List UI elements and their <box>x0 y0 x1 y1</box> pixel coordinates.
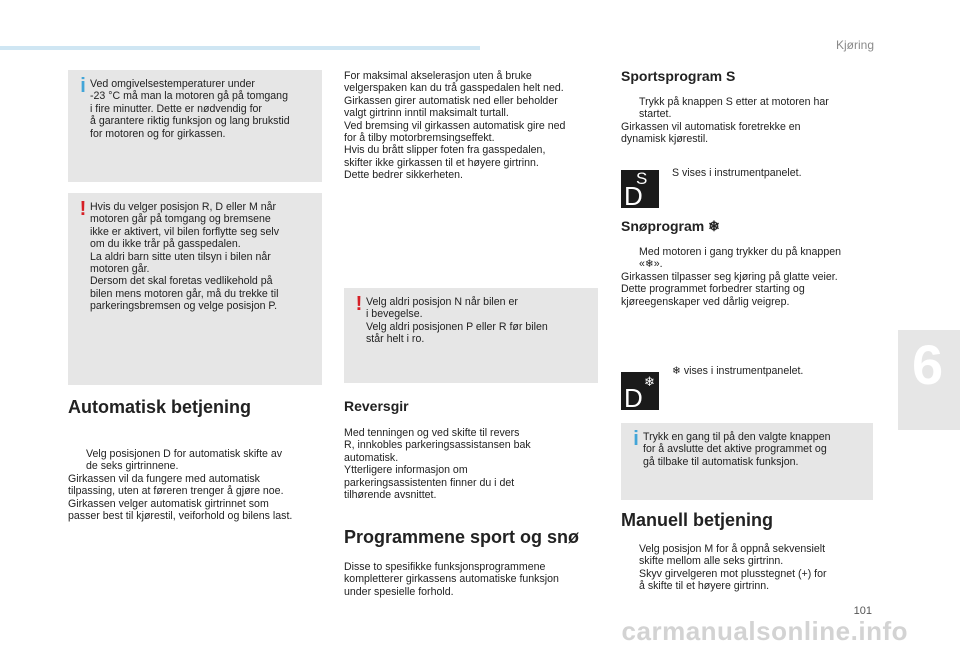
warning-note-neutral <box>344 288 598 383</box>
note-line: ikke er aktivert, vil bilen forflytte seg selv <box>90 225 279 238</box>
bullet-icon <box>621 543 639 568</box>
text-line: For maksimal akselerasjon uten å bruke <box>344 70 532 82</box>
section-heading-automatic: Automatisk betjening <box>68 397 252 417</box>
text-line: kjøreegenskaper ved dårlig veigrep. <box>621 295 790 308</box>
note-line: motoren går på tomgang og bremsene <box>90 213 271 226</box>
text-line: startet. <box>639 108 672 121</box>
chapter-number: 6 <box>912 333 944 396</box>
note-line: parkeringsbremsen og velge posisjon P. <box>90 300 278 313</box>
page-number: 101 <box>853 605 872 617</box>
info-icon: i <box>633 428 639 450</box>
note-line: Hvis du velger posisjon R, D eller M når <box>90 201 277 213</box>
note-line: i bevegelse. <box>366 308 423 321</box>
bullet-icon <box>621 96 639 121</box>
note-line: -23 °C må man la motoren gå på tomgang <box>90 90 288 103</box>
text-line: R, innkobles parkeringsassistansen bak <box>344 439 531 452</box>
text-line: Girkassen tilpasser seg kjøring på glatte veier. <box>621 270 838 283</box>
text-line: Skyv girvelgeren mot plusstegnet (+) for <box>639 567 827 580</box>
text-line: passer best til kjørestil, veiforhold og bilens last. <box>68 510 293 523</box>
text-line: automatisk. <box>344 451 399 464</box>
text-line: skifter ikke girkassen til et høyere girtrinn. <box>344 156 539 169</box>
text-line: tilpassing, uten at føreren trenger å gjøre noe. <box>68 485 284 498</box>
note-line: La aldri barn sitte uten tilsyn i bilen når <box>90 250 271 263</box>
text-line: under spesielle forhold. <box>344 585 454 598</box>
section-heading-programs: Programmene sport og snø <box>344 527 580 547</box>
text-line: velgerspaken kan du trå gasspedalen helt ned. <box>344 82 564 95</box>
text-line: kompletterer girkassens automatiske funksjon <box>344 573 559 586</box>
note-line: å garantere riktig funksjon og lang brukstid <box>90 115 290 128</box>
info-icon: i <box>80 75 86 97</box>
text-line: Med motoren i gang trykker du på knappen <box>639 246 841 258</box>
note-line: står helt i ro. <box>366 333 425 346</box>
text-line: Velg posisjon M for å oppnå sekvensielt <box>639 543 826 555</box>
text-line: Ved bremsing vil girkassen automatisk gire ned <box>344 119 566 132</box>
text-line: Velg posisjonen D for automatisk skifte av <box>86 448 283 460</box>
text-line: Hvis du brått slipper foten fra gasspedalen, <box>344 144 546 157</box>
note-line: gå tilbake til automatisk funksjon. <box>643 455 799 468</box>
snowflake-icon: ❄ <box>644 374 655 389</box>
note-line: Ved omgivelsestemperaturer under <box>90 78 255 90</box>
programs-text <box>344 561 604 598</box>
bullet-icon <box>68 448 86 473</box>
text-line: skifte mellom alle seks girtrinn. <box>639 555 784 568</box>
warning-icon: ! <box>79 198 87 220</box>
note-line: Velg aldri posisjon N når bilen er <box>366 296 518 308</box>
text-line: Ytterligere informasjon om <box>344 464 468 477</box>
text-line: Disse to spesifikke funksjonsprogrammene <box>344 561 546 573</box>
chapter-title: Kjøring <box>835 38 874 52</box>
snow-display-caption: ❄ vises i instrumentpanelet. <box>672 365 804 377</box>
note-line: om du ikke trår på gasspedalen. <box>90 238 241 251</box>
note-line: i fire minutter. Dette er nødvendig for <box>90 102 262 115</box>
list-item <box>621 543 881 568</box>
sport-display-caption: S vises i instrumentpanelet. <box>672 167 802 179</box>
section-heading-snow: Snøprogram ❄ <box>621 218 720 234</box>
acceleration-text <box>344 70 604 182</box>
note-line: Dersom det skal foretas vedlikehold på <box>90 275 273 288</box>
text-line: tilhørende avsnittet. <box>344 489 437 502</box>
text-line: for å tilby motorbremsingseffekt. <box>344 132 495 145</box>
text-line: Girkassen vil automatisk foretrekke en <box>621 120 801 133</box>
text-line: Girkassen vil da fungere med automatisk <box>68 472 260 485</box>
list-item <box>621 96 881 121</box>
bullet-icon <box>621 568 639 593</box>
sport-display-icon <box>621 169 659 211</box>
display-gear-symbol: D <box>624 181 643 211</box>
note-line: for motoren og for girkassen. <box>90 127 226 140</box>
text-line: de seks girtrinnene. <box>86 460 179 473</box>
warning-note-positions <box>68 193 322 385</box>
text-line: Girkassen girer automatisk ned eller beholder <box>344 94 558 107</box>
warning-icon: ! <box>355 293 363 315</box>
text-line: valgt girtrinn inntil maksimalt turtall. <box>344 107 509 120</box>
list-item <box>621 568 881 593</box>
text-line: Trykk på knappen S etter at motoren har <box>639 96 829 108</box>
chapter-tab <box>898 330 960 430</box>
note-line: for å avslutte det aktive programmet og <box>643 443 827 456</box>
snow-text <box>621 246 881 308</box>
text-line: Girkassen velger automatisk girtrinnet som <box>68 497 269 510</box>
text-line: Dette programmet forbedrer starting og <box>621 283 805 296</box>
watermark-text: carmanualsonline.info <box>621 616 908 646</box>
info-note-deactivate <box>621 423 873 500</box>
header-bar <box>0 46 480 50</box>
section-heading-sport: Sportsprogram S <box>621 68 736 84</box>
list-item <box>621 246 881 271</box>
text-line: å skifte til et høyere girtrinn. <box>639 580 770 593</box>
display-top-symbol: S <box>636 169 648 188</box>
section-heading-manual: Manuell betjening <box>621 510 774 530</box>
sport-text <box>621 96 881 146</box>
manual-text <box>621 543 881 593</box>
list-item <box>68 448 328 473</box>
note-line: bilen mens motoren går, må du trekke til <box>90 287 279 300</box>
text-line: parkeringsassistenten finner du i det <box>344 476 515 489</box>
text-line: Med tenningen og ved skifte til revers <box>344 427 520 439</box>
note-line: Trykk en gang til på den valgte knappen <box>643 431 831 443</box>
section-heading-reverse: Reversgir <box>344 398 409 414</box>
info-note-temperature <box>68 70 322 182</box>
display-gear-symbol: D <box>624 383 643 413</box>
note-line: Velg aldri posisjonen P eller R før bilen <box>366 320 548 333</box>
text-line: Dette bedrer sikkerheten. <box>344 169 463 182</box>
snow-display-icon <box>621 372 659 413</box>
note-line: motoren går. <box>90 263 150 276</box>
reverse-text <box>344 427 604 501</box>
text-line: «❄». <box>639 258 663 271</box>
bullet-icon <box>621 246 639 271</box>
text-line: dynamisk kjørestil. <box>621 133 709 146</box>
automatic-section-body <box>68 448 328 522</box>
